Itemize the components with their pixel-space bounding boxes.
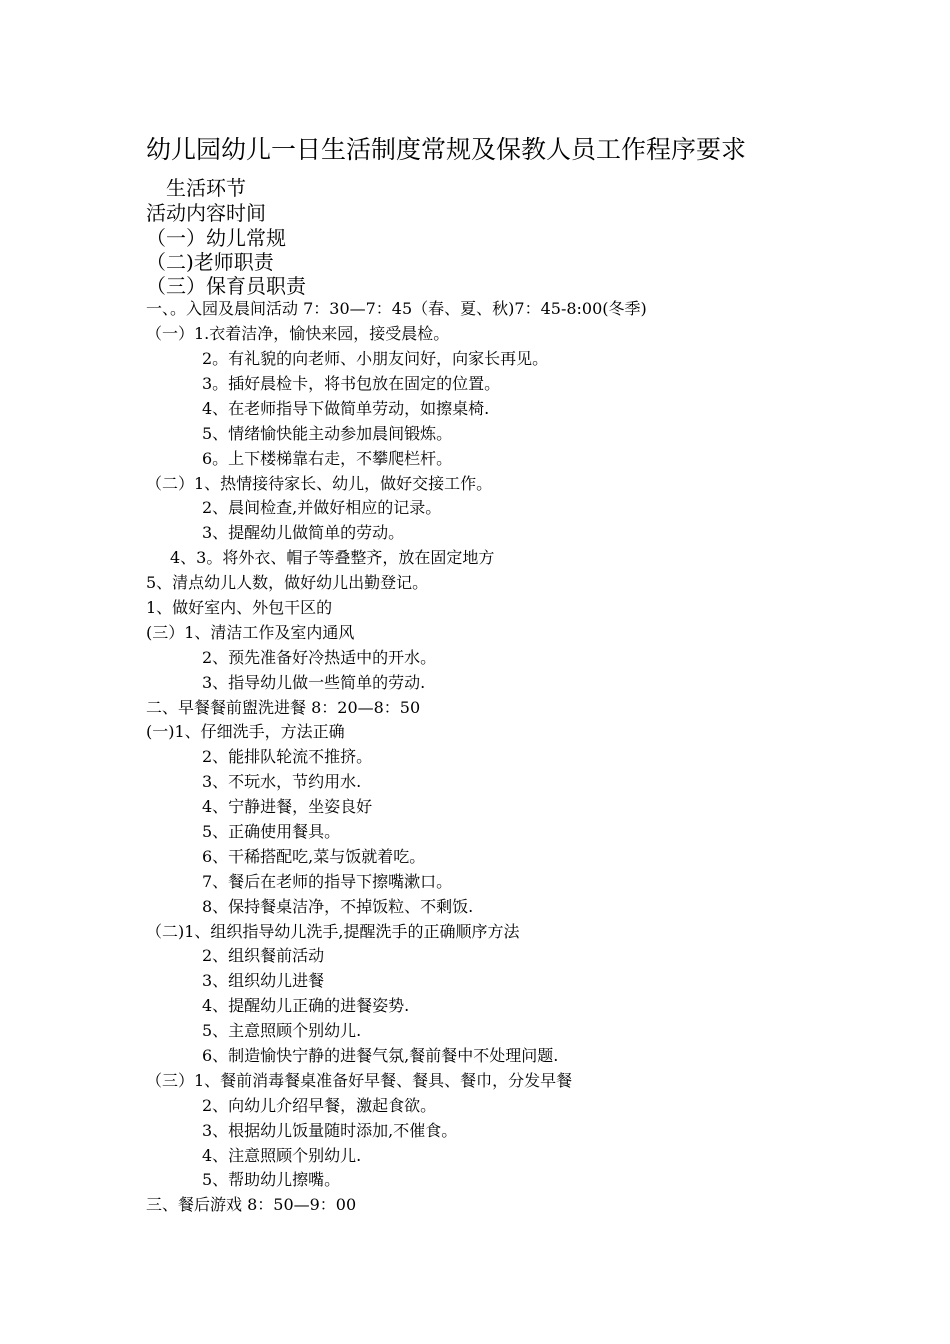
list-item: 2。有礼貌的向老师、小朋友问好，向家长再见。	[202, 349, 549, 368]
list-item: 4、宁静进餐，坐姿良好	[202, 797, 373, 816]
list-item: 4、注意照顾个别幼儿.	[202, 1146, 362, 1165]
list-item: 6、制造愉快宁静的进餐气氛,餐前餐中不处理问题.	[202, 1046, 559, 1065]
list-item: 6。上下楼梯靠右走，不攀爬栏杆。	[202, 449, 453, 468]
list-item: 3、提醒幼儿做简单的劳动。	[202, 523, 405, 542]
heading-life-section: 生活环节	[166, 176, 246, 200]
document-title: 幼儿园幼儿一日生活制度常规及保教人员工作程序要求	[146, 135, 747, 164]
list-item: 1、做好室内、外包干区的	[146, 598, 333, 617]
list-item: 2、预先准备好冷热适中的开水。	[202, 648, 437, 667]
heading-caregiver-duties: （三）保育员职责	[146, 274, 306, 298]
list-item: 2、向幼儿介绍早餐，激起食欲。	[202, 1096, 437, 1115]
list-item: 5、正确使用餐具。	[202, 822, 341, 841]
list-item: 8、保持餐桌洁净，不掉饭粒、不剩饭.	[202, 897, 474, 916]
section-heading: 一、。入园及晨间活动 7：30—7：45（春、夏、秋)7：45-8:00(冬季)	[146, 299, 647, 318]
list-item: 6、干稀搭配吃,菜与饭就着吃。	[202, 847, 426, 866]
list-item: 2、能排队轮流不推挤。	[202, 747, 373, 766]
list-item: 7、餐后在老师的指导下擦嘴漱口。	[202, 872, 453, 891]
section-heading: 二、早餐餐前盥洗进餐 8：20—8：50	[146, 698, 421, 717]
list-item: 5、清点幼儿人数，做好幼儿出勤登记。	[146, 573, 429, 592]
section-heading: 三、餐后游戏 8：50—9：00	[146, 1195, 357, 1214]
list-item: 4、提醒幼儿正确的进餐姿势.	[202, 996, 410, 1015]
list-item: （三）1、餐前消毒餐桌准备好早餐、餐具、餐巾，分发早餐	[146, 1071, 573, 1090]
list-item: 3、根据幼儿饭量随时添加,不催食。	[202, 1121, 458, 1140]
list-item: (三）1、清洁工作及室内通风	[146, 623, 355, 642]
heading-child-rules: （一）幼儿常规	[146, 226, 286, 250]
list-item: 3、指导幼儿做一些简单的劳动.	[202, 673, 426, 692]
list-item: （二）1、热情接待家长、幼儿，做好交接工作。	[146, 474, 493, 493]
list-item: 4、在老师指导下做简单劳动，如擦桌椅.	[202, 399, 490, 418]
list-item: 2、晨间检查,并做好相应的记录。	[202, 498, 442, 517]
list-item: 3、不玩水，节约用水.	[202, 772, 362, 791]
heading-teacher-duties: （二)老师职责	[146, 250, 274, 274]
list-item: （一）1.衣着洁净，愉快来园，接受晨检。	[146, 324, 450, 343]
list-item: 5、情绪愉快能主动参加晨间锻炼。	[202, 424, 453, 443]
list-item: 3。插好晨检卡，将书包放在固定的位置。	[202, 374, 501, 393]
list-item: 2、组织餐前活动	[202, 946, 325, 965]
list-item: 5、帮助幼儿擦嘴。	[202, 1170, 341, 1189]
heading-activity-time: 活动内容时间	[146, 201, 266, 225]
list-item: 5、主意照顾个别幼儿.	[202, 1021, 362, 1040]
list-item: 4、3。将外衣、帽子等叠整齐，放在固定地方	[170, 548, 495, 567]
list-item: (一)1、仔细洗手，方法正确	[146, 722, 345, 741]
list-item: （二)1、组织指导幼儿洗手,提醒洗手的正确顺序方法	[146, 922, 520, 941]
list-item: 3、组织幼儿进餐	[202, 971, 325, 990]
